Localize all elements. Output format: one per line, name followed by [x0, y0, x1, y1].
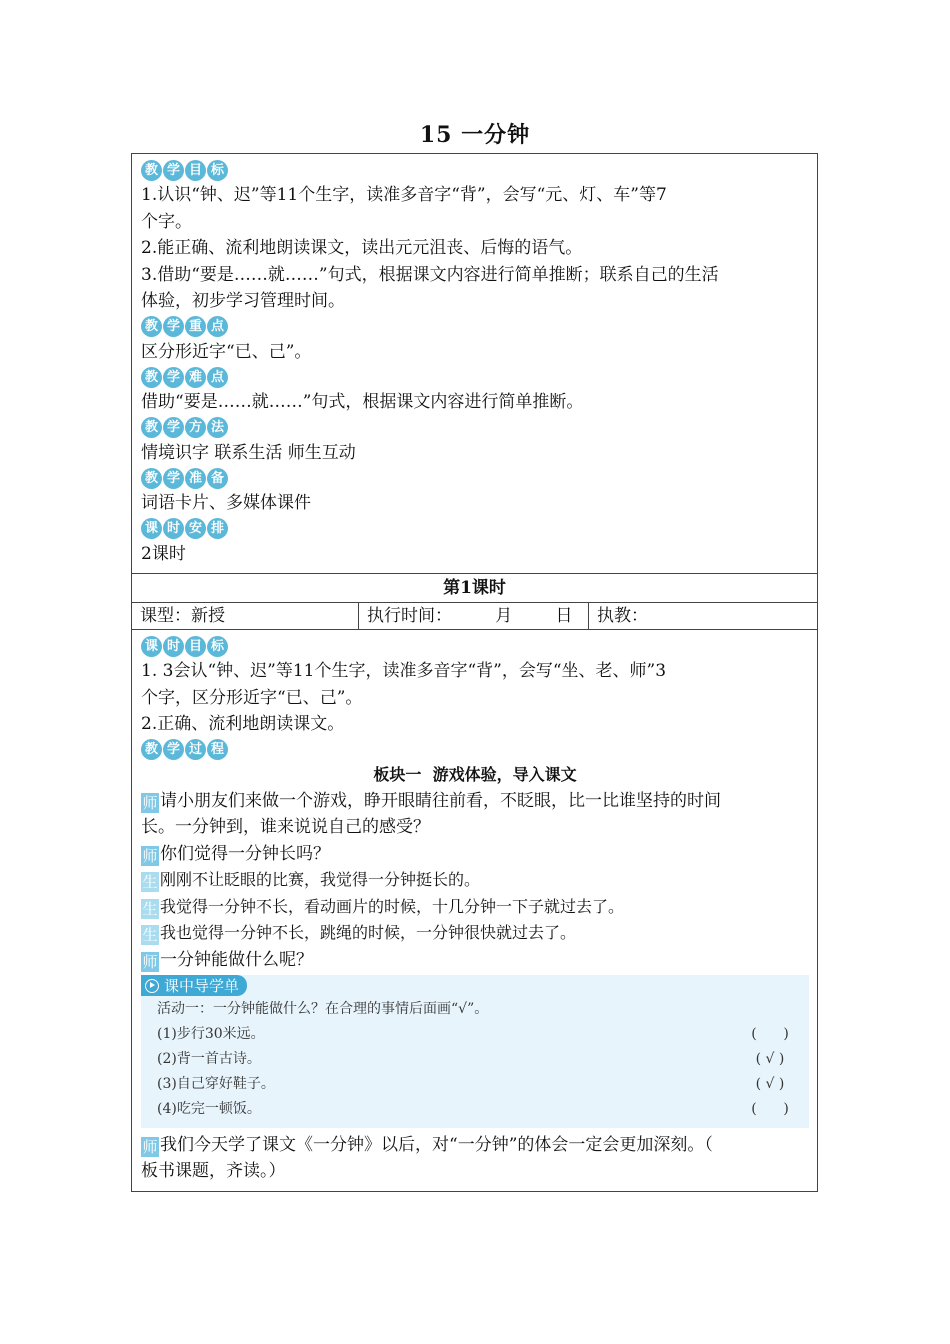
tag-char: 教	[141, 367, 162, 388]
student-role-icon: 生	[142, 926, 158, 944]
tag-char: 教	[141, 417, 162, 438]
tag-char: 标	[207, 160, 228, 181]
guide-activity	[141, 997, 809, 1022]
lesson-time: 执行时间： 月 日	[359, 603, 589, 629]
process-tag	[141, 739, 809, 761]
teacher-role-icon: 师	[142, 846, 158, 865]
answer-bracket: ( √ )	[755, 1050, 785, 1067]
dialogue-line	[141, 841, 809, 868]
guide-item	[141, 1047, 809, 1072]
objective-line: 3.借助“要是……就……”句式，根据课文内容进行简单推断；联系自己的生活	[141, 264, 719, 285]
tag-char: 课	[141, 636, 162, 657]
dialogue-text: 请小朋友们来做一个游戏，睁开眼睛往前看，不眨眼，比一比谁坚持的时间	[160, 790, 721, 811]
play-icon	[145, 979, 159, 993]
guide-activity-text: 活动一：一分钟能做什么？在合理的事情后面画“√”。	[157, 1000, 489, 1017]
dialogue-text: 一分钟能做什么呢？	[160, 949, 313, 970]
prep-text: 词语卡片、多媒体课件	[141, 493, 311, 513]
lesson-plan-table	[131, 153, 818, 1192]
student-role-icon: 生	[142, 873, 158, 891]
dialogue-line	[141, 920, 809, 947]
study-guide-box	[141, 975, 809, 1128]
guide-item	[141, 1072, 809, 1097]
study-guide-header	[141, 975, 247, 996]
objective-line: 2.能正确、流利地朗读课文，读出元元沮丧、后悔的语气。	[141, 238, 583, 258]
lesson-info-row	[132, 603, 817, 630]
dialogue-line: 长。一分钟到，谁来说说自己的感受？	[141, 817, 430, 837]
tag-char: 教	[141, 316, 162, 337]
prep-tag	[141, 467, 809, 489]
block-title: 板块一 游戏体验，导入课文	[373, 764, 577, 784]
overview-section	[132, 154, 817, 574]
dialogue-text: 我觉得一分钟不长，看动画片的时候，十几分钟一下子就过去了。	[160, 896, 625, 916]
objective-line: 1.认识“钟、迟”等11个生字，读准多音字“背”，会写“元、灯、车”等7	[141, 185, 667, 205]
tag-char: 学	[163, 468, 184, 489]
tag-char: 点	[207, 367, 228, 388]
closing-line	[141, 1132, 809, 1159]
tag-char: 学	[163, 160, 184, 181]
lesson-goal-line: 个字，区分形近字“已、己”。	[141, 687, 363, 708]
tag-char: 教	[141, 160, 162, 181]
tag-char: 备	[207, 468, 228, 489]
tag-char: 教	[141, 739, 162, 760]
guide-item	[141, 1097, 809, 1122]
closing-line: 板书课题，齐读。）	[141, 1161, 286, 1181]
tag-char: 学	[163, 739, 184, 760]
schedule-tag	[141, 518, 809, 540]
dialogue-line	[141, 894, 809, 921]
tag-char: 排	[207, 518, 228, 539]
tag-char: 安	[185, 518, 206, 539]
focus-text: 区分形近字“已、己”。	[141, 341, 312, 362]
tag-char: 重	[185, 316, 206, 337]
tag-char: 学	[163, 367, 184, 388]
guide-item-text: (3)自己穿好鞋子。	[157, 1075, 275, 1092]
difficulty-tag	[141, 366, 809, 388]
guide-item-text: (2)背一首古诗。	[157, 1050, 261, 1067]
tag-char: 难	[185, 367, 206, 388]
tag-char: 点	[207, 316, 228, 337]
difficulty-text: 借助“要是……就……”句式，根据课文内容进行简单推断。	[141, 392, 584, 412]
lesson-section	[132, 630, 817, 1191]
student-role-icon: 生	[142, 899, 158, 918]
page-title: 15 一分钟	[419, 122, 531, 148]
dialogue-line	[141, 788, 809, 815]
objectives-tag	[141, 159, 809, 181]
dialogue-line	[141, 867, 809, 894]
tag-char: 准	[185, 468, 206, 489]
lesson-teacher: 执教：	[597, 606, 648, 626]
tag-char: 方	[185, 417, 206, 438]
teacher-role-icon: 师	[142, 1137, 158, 1156]
tag-char: 标	[207, 636, 228, 657]
tag-char: 时	[163, 636, 184, 657]
study-guide-title: 课中导学单	[164, 977, 240, 995]
lesson-goal-tag	[141, 635, 809, 657]
answer-bracket: ( )	[751, 1025, 789, 1042]
dialogue-text: 我也觉得一分钟不长，跳绳的时候，一分钟很快就过去了。	[160, 923, 577, 942]
tag-char: 教	[141, 468, 162, 489]
tag-char: 学	[163, 417, 184, 438]
tag-char: 过	[185, 739, 206, 760]
method-text: 情境识字 联系生活 师生互动	[141, 442, 356, 463]
dialogue-text: 刚刚不让眨眼的比赛，我觉得一分钟挺长的。	[160, 870, 481, 889]
dialogue-text: 你们觉得一分钟长吗？	[160, 843, 330, 864]
tag-char: 时	[163, 518, 184, 539]
method-tag	[141, 417, 809, 439]
lesson-type: 课型：新授	[132, 603, 359, 629]
lesson-heading: 第1课时	[132, 574, 817, 603]
guide-item	[141, 1022, 809, 1047]
closing-text: 我们今天学了课文《一分钟》以后，对“一分钟”的体会一定会更加深刻。（	[160, 1134, 713, 1155]
tag-char: 程	[207, 739, 228, 760]
answer-bracket: ( )	[751, 1100, 789, 1117]
tag-char: 目	[185, 636, 206, 657]
lesson-goal-line: 1. 3会认“钟、迟”等11个生字，读准多音字“背”，会写“坐、老、师”3	[141, 661, 667, 681]
teacher-role-icon: 师	[142, 952, 158, 971]
guide-item-text: (1)步行30米远。	[157, 1025, 265, 1042]
answer-bracket: ( √ )	[755, 1075, 785, 1092]
objective-line: 个字。	[141, 211, 192, 232]
schedule-text: 2课时	[141, 543, 186, 564]
tag-char: 法	[207, 417, 228, 438]
tag-char: 学	[163, 316, 184, 337]
objective-line: 体验，初步学习管理时间。	[141, 291, 345, 311]
tag-char: 课	[141, 518, 162, 539]
lesson-goal-line: 2.正确、流利地朗读课文。	[141, 714, 345, 734]
teacher-role-icon: 师	[142, 793, 158, 812]
guide-item-text: (4)吃完一顿饭。	[157, 1100, 261, 1117]
focus-tag	[141, 316, 809, 338]
tag-char: 目	[185, 160, 206, 181]
dialogue-line	[141, 947, 809, 974]
